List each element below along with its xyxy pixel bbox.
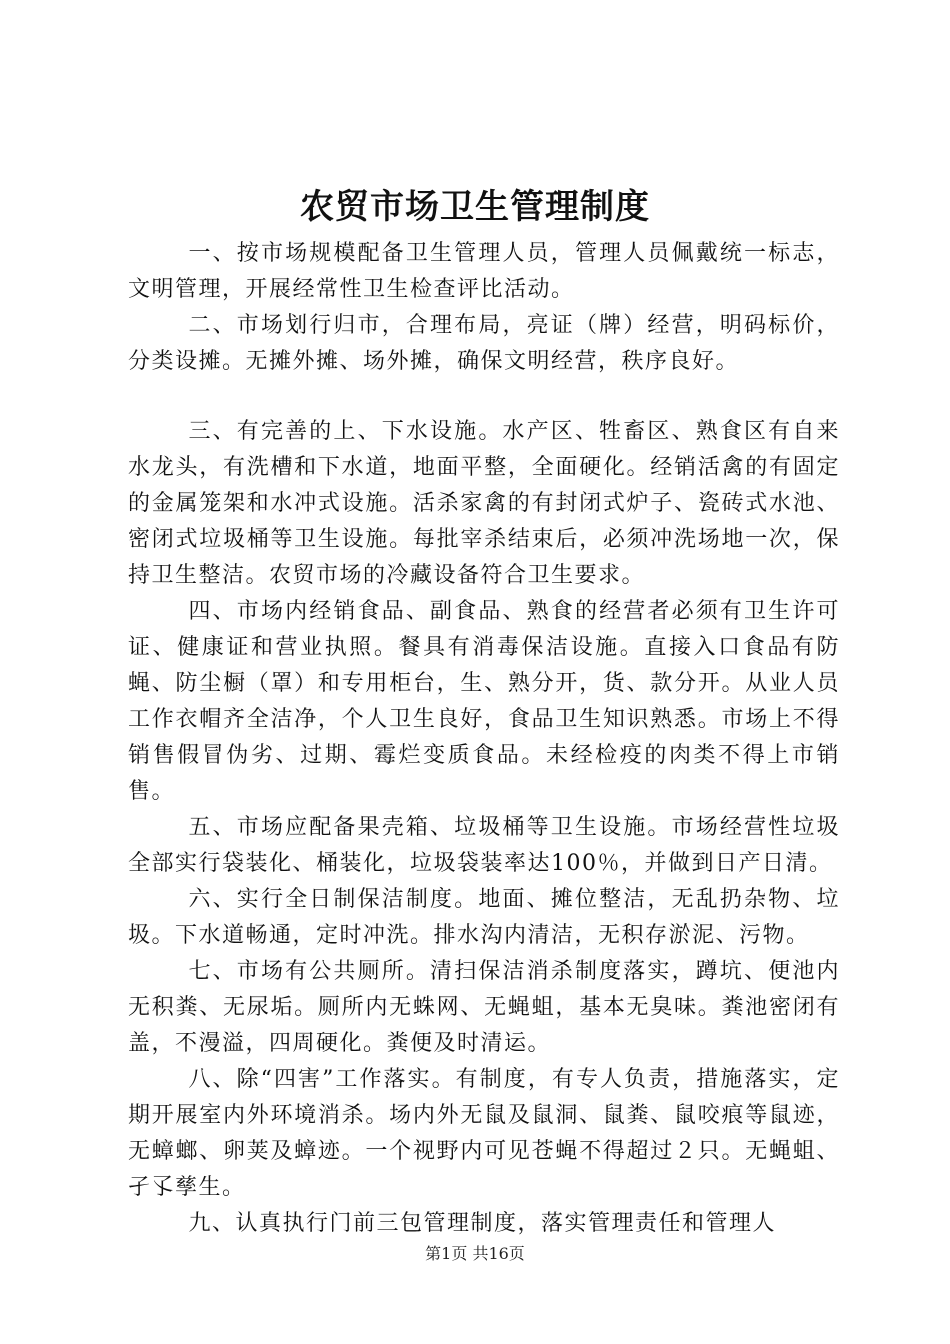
paragraph-9: 九、认真执行门前三包管理制度，落实管理责任和管理人	[188, 1211, 777, 1236]
document-title: 农贸市场卫生管理制度	[300, 187, 650, 227]
page-number-footer: 第1页 共16页	[425, 1244, 525, 1263]
paragraph-2: 二、市场划行归市，合理布局，亮证（牌）经营，明码标价，分类设摊。无摊外摊、场外摊，确保文明经营，秩序良好。	[128, 313, 840, 374]
paragraph-7: 七、市场有公共厕所。清扫保洁消杀制度落实，蹲坑、便池内无积粪、无尿垢。厕所内无蛛网、无蝇蛆，基本无臭味。粪池密闭有盖，不漫溢，四周硬化。粪便及时清运。	[128, 959, 840, 1056]
paragraph-6: 六、实行全日制保洁制度。地面、摊位整洁，无乱扔杂物、垃圾。下水道畅通，定时冲洗。排水沟内清洁，无积存淤泥、污物。	[128, 887, 840, 948]
document-body	[128, 236, 840, 1242]
paragraph-1: 一、按市场规模配备卫生管理人员，管理人员佩戴统一标志，文明管理，开展经常性卫生检查评比活动。	[128, 241, 840, 302]
paragraph-4: 四、市场内经销食品、副食品、熟食的经营者必须有卫生许可证、健康证和营业执照。餐具有消毒保洁设施。直接入口食品有防蝇、防尘橱（罩）和专用柜台，生、熟分开，货、款分开。从业人员工作衣帽齐全洁净，个人卫生良好，食品卫生知识熟悉。市场上不得销售假冒伪劣、过期、霉烂变质食品。未经检疫的肉类不得上市销售。	[128, 599, 840, 804]
paragraph-3: 三、有完善的上、下水设施。水产区、牲畜区、熟食区有自来水龙头，有洗槽和下水道，地面平整，全面硬化。经销活禽的有固定的金属笼架和水冲式设施。活杀家禽的有封闭式炉子、瓷砖式水池、密闭式垃圾桶等卫生设施。每批宰杀结束后，必须冲洗场地一次，保持卫生整洁。农贸市场的冷藏设备符合卫生要求。	[128, 419, 840, 588]
paragraph-8: 八、除“四害”工作落实。有制度，有专人负责，措施落实，定期开展室内外环境消杀。场内外无鼠及鼠洞、鼠粪、鼠咬痕等鼠迹，无蟑螂、卵荚及蟑迹。一个视野内可见苍蝇不得超过２只。无蝇蛆、孑孓孳生。	[128, 1067, 840, 1200]
paragraph-5: 五、市场应配备果壳箱、垃圾桶等卫生设施。市场经营性垃圾全部实行袋装化、桶装化，垃圾袋装率达100％，并做到日产日清。	[128, 815, 840, 876]
